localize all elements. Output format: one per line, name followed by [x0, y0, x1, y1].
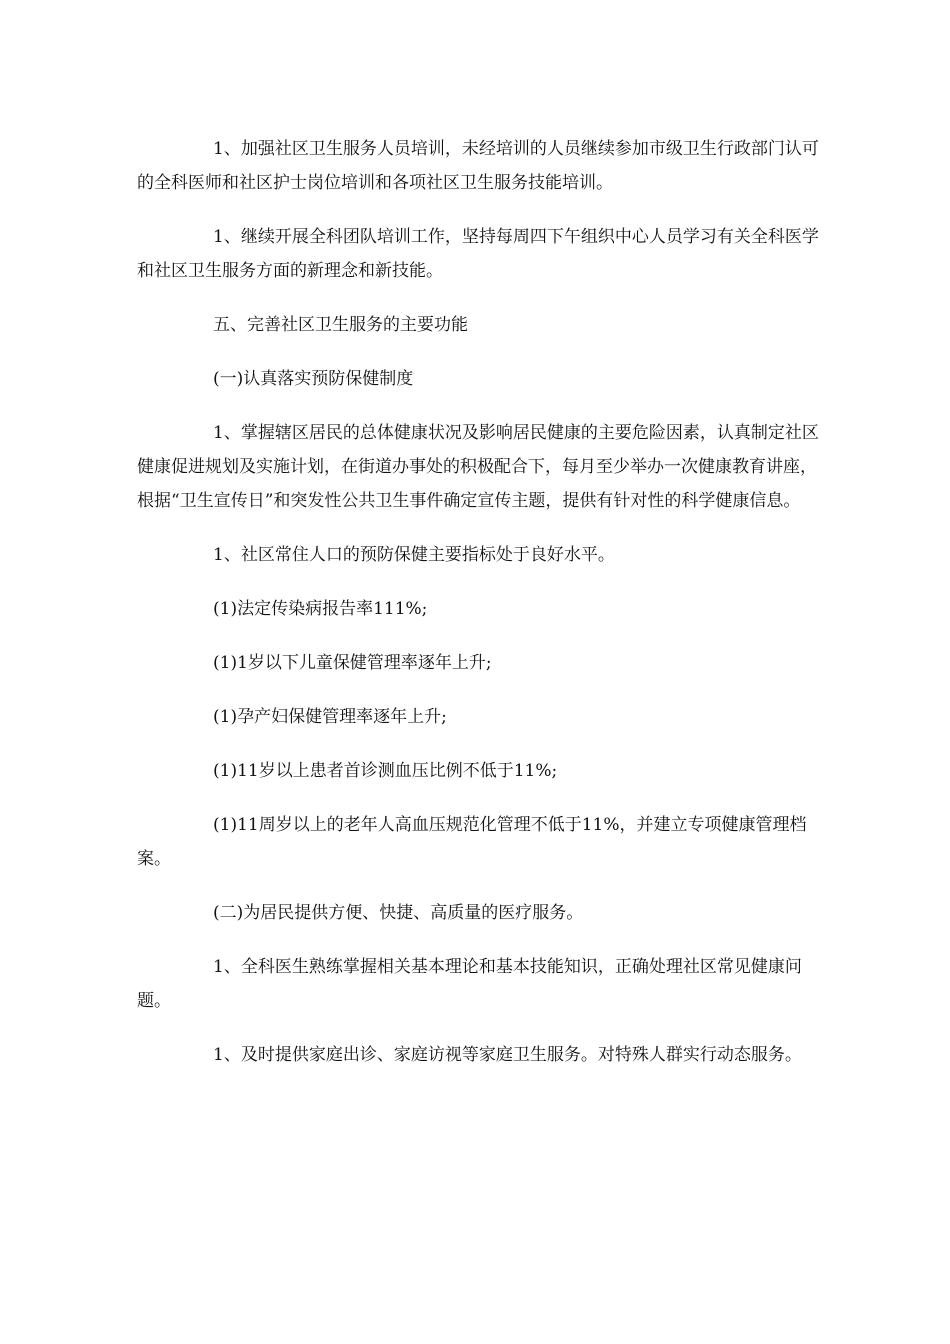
section-heading-main-functions: 五、完善社区卫生服务的主要功能: [213, 315, 468, 335]
paragraph-home-services: 1、及时提供家庭出诊、家庭访视等家庭卫生服务。对特殊人群实行动态服务。: [213, 1045, 802, 1065]
list-item-blood-pressure: (1)11岁以上患者首诊测血压比例不低于11%;: [213, 761, 558, 781]
subsection-heading-medical-services: (二)为居民提供方便、快捷、高质量的医疗服务。: [213, 903, 584, 923]
list-item-maternal-health: (1)孕产妇保健管理率逐年上升;: [213, 707, 447, 727]
paragraph-training-personnel: 1、加强社区卫生服务人员培训，未经培训的人员继续参加市级卫生行政部门认可的全科医师和社区护士岗位培训和各项社区卫生服务技能培训。: [137, 139, 819, 193]
paragraph-prevention-indicators: 1、社区常住人口的预防保健主要指标处于良好水平。: [213, 545, 615, 565]
list-item-infectious-disease-report: (1)法定传染病报告率111%;: [213, 599, 428, 619]
paragraph-team-training: 1、继续开展全科团队培训工作，坚持每周四下午组织中心人员学习有关全科医学和社区卫生服务方面的新理念和新技能。: [137, 227, 819, 281]
paragraph-health-status: 1、掌握辖区居民的总体健康状况及影响居民健康的主要危险因素，认真制定社区健康促进规划及实施计划，在街道办事处的积极配合下，每月至少举办一次健康教育讲座，根据“卫生宣传日”和突发性公共卫生事件确定宣传主题，提供有针对性的科学健康信息。: [137, 423, 819, 511]
list-item-child-health: (1)1岁以下儿童保健管理率逐年上升;: [213, 653, 492, 673]
document-page: [137, 132, 827, 1092]
paragraph-general-practitioner: 1、全科医生熟练掌握相关基本理论和基本技能知识，正确处理社区常见健康问题。: [137, 957, 802, 1011]
subsection-heading-prevention: (一)认真落实预防保健制度: [213, 369, 414, 389]
list-item-elderly-hypertension: (1)11周岁以上的老年人高血压规范化管理不低于11%，并建立专项健康管理档案。: [137, 815, 807, 869]
